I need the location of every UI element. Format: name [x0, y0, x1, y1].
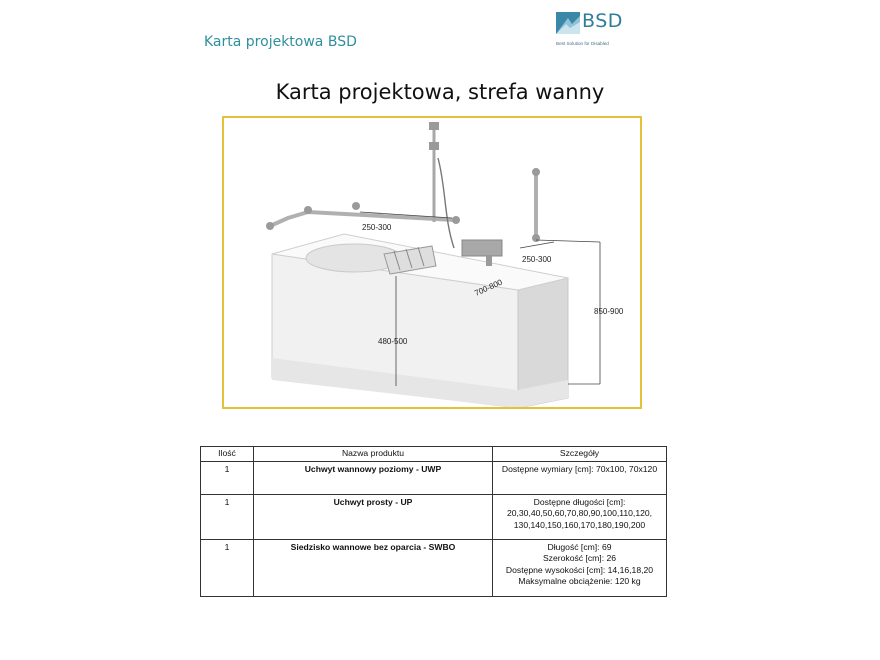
logo-text: BSD [582, 10, 623, 32]
bathtub-illustration [224, 118, 640, 407]
row-details [493, 539, 667, 596]
table-header-row [201, 447, 667, 462]
table-row [201, 461, 667, 494]
page-title: Karta projektowa, strefa wanny [275, 80, 605, 104]
row-qty: 1 [201, 461, 254, 494]
bsd-logo [556, 12, 636, 50]
shower-hose [438, 158, 454, 248]
detail-line: Szerokość [cm]: 26 [542, 553, 617, 563]
dim-vertical-bar: 250-300 [522, 255, 552, 264]
detail-line: 130,140,150,160,170,180,190,200 [513, 519, 646, 530]
detail-line: Długość [cm]: 69 [547, 541, 612, 552]
row-product-name: Siedzisko wannowe bez oparcia - SWBO [254, 539, 493, 596]
row-qty: 1 [201, 539, 254, 596]
header-details: Szczegóły [493, 447, 667, 462]
bath-zone-diagram [222, 116, 642, 409]
logo-tagline: Best Solution for Disabled [556, 41, 609, 46]
table-row [201, 539, 667, 596]
row-qty: 1 [201, 494, 254, 539]
dim-bar-top-height: 850-900 [594, 307, 624, 316]
row-details [493, 461, 667, 494]
detail-line: 20,30,40,50,60,70,80,90,100,110,120, [506, 508, 653, 518]
header-qty: Ilość [201, 447, 254, 462]
header-name: Nazwa produktu [254, 447, 493, 462]
detail-line: Dostępne długości [cm]: [533, 496, 626, 507]
dim-horizontal-bar: 250-300 [362, 223, 392, 232]
dim-bath-height: 480-500 [378, 337, 408, 346]
row-product-name: Uchwyt prosty - UP [254, 494, 493, 539]
detail-line: Dostępne wysokości [cm]: 14,16,18,20 [505, 564, 654, 575]
row-product-name: Uchwyt wannowy poziomy - UWP [254, 461, 493, 494]
table-row [201, 494, 667, 539]
detail-line: Dostępne wymiary [cm]: 70x100, 70x120 [501, 463, 658, 474]
dim-seat-length: 700-800 [473, 277, 504, 298]
bath-mixer [462, 240, 502, 256]
document-label: Karta projektowa BSD [204, 34, 357, 50]
product-table [200, 446, 667, 597]
bsd-logo-mark [556, 12, 580, 34]
detail-line: Maksymalne obciążenie: 120 kg [518, 576, 641, 586]
row-details [493, 494, 667, 539]
